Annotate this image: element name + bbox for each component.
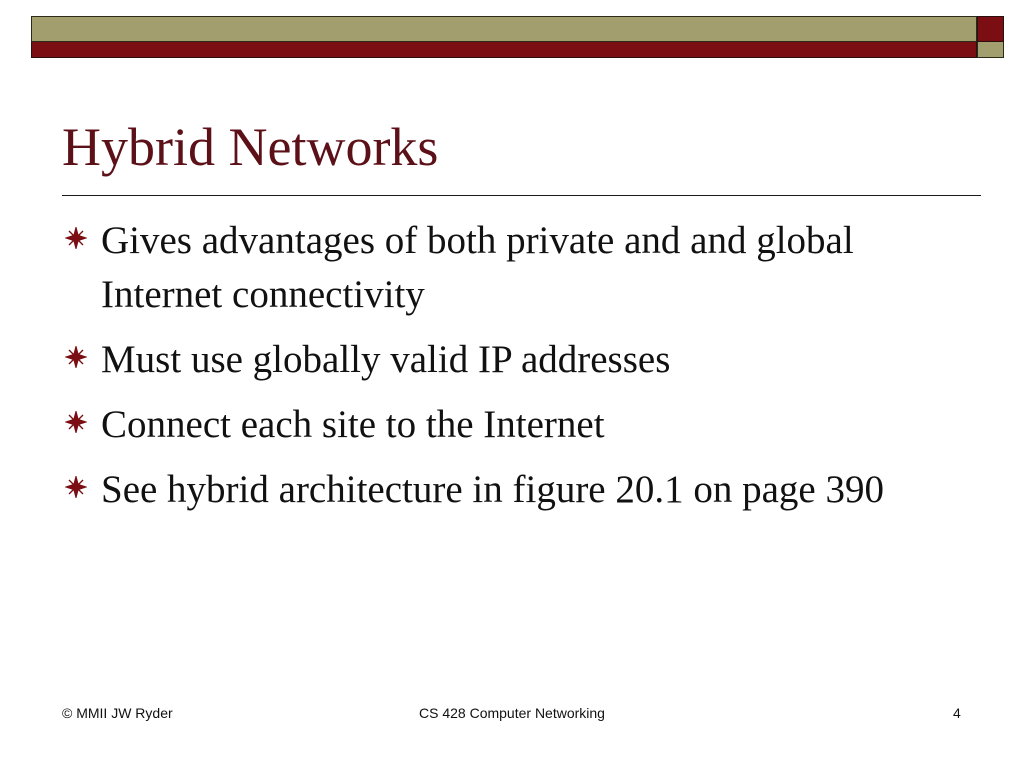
bullet-item bbox=[62, 463, 962, 517]
header-olive-bar bbox=[31, 16, 977, 42]
star-bullet-icon bbox=[65, 346, 87, 368]
bullet-text: Must use globally valid IP addresses bbox=[101, 338, 671, 381]
bullet-list bbox=[62, 214, 962, 528]
footer-page-number: 4 bbox=[953, 705, 961, 721]
slide-title: Hybrid Networks bbox=[62, 117, 439, 177]
star-bullet-icon bbox=[65, 411, 87, 433]
header-maroon-square bbox=[977, 16, 1004, 42]
bullet-text: See hybrid architecture in figure 20.1 on page 390 bbox=[101, 468, 884, 511]
star-bullet-icon bbox=[65, 227, 87, 249]
bullet-item bbox=[62, 398, 962, 452]
bullet-item bbox=[62, 214, 962, 322]
bullet-text: Connect each site to the Internet bbox=[101, 403, 605, 446]
star-bullet-icon bbox=[65, 476, 87, 498]
header-olive-square bbox=[977, 42, 1004, 58]
title-divider bbox=[62, 195, 981, 196]
footer-copyright: © MMII JW Ryder bbox=[62, 705, 173, 721]
footer-course: CS 428 Computer Networking bbox=[419, 705, 605, 721]
bullet-text: Gives advantages of both private and and global Internet connectivity bbox=[101, 219, 854, 316]
header-maroon-bar bbox=[31, 42, 977, 58]
bullet-item bbox=[62, 333, 962, 387]
